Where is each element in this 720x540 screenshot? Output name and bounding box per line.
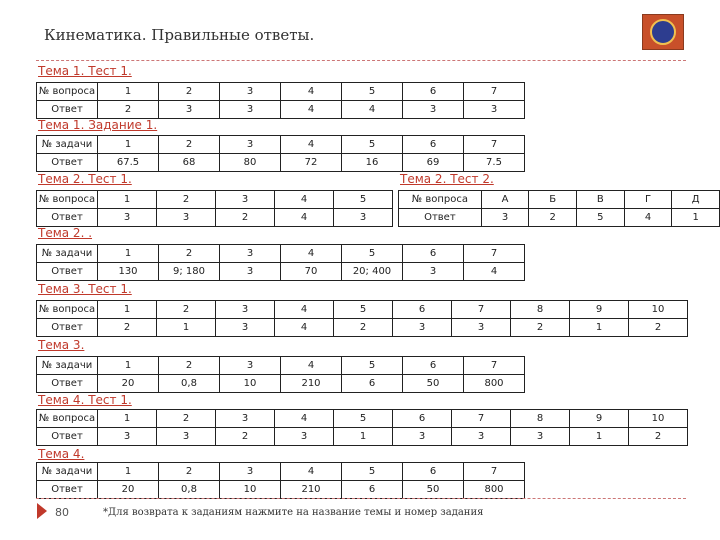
answer-cell: 210 xyxy=(281,375,342,393)
answer-cell: 4 xyxy=(275,209,334,227)
column-header-cell: 2 xyxy=(159,357,220,375)
answer-table-tema4-test1 xyxy=(36,409,688,446)
column-header-cell: Д xyxy=(672,191,720,209)
answer-cell: 1 xyxy=(334,428,393,446)
column-header-cell: В xyxy=(577,191,625,209)
column-header-cell: 4 xyxy=(281,136,342,154)
answer-cell: 2 xyxy=(334,319,393,337)
header-row xyxy=(37,245,525,263)
column-header-cell: 5 xyxy=(334,301,393,319)
column-header-cell: 10 xyxy=(629,301,688,319)
section-link-tema1-test1[interactable]: Тема 1. Тест 1. xyxy=(38,64,132,78)
column-header-cell: 7 xyxy=(464,83,525,101)
column-header-cell: 6 xyxy=(403,357,464,375)
answer-cell: 20 xyxy=(98,375,159,393)
column-header-cell: 6 xyxy=(393,301,452,319)
column-header-cell: 8 xyxy=(511,301,570,319)
row-label-answer: Ответ xyxy=(37,428,98,446)
column-header-cell: 9 xyxy=(570,301,629,319)
column-header-cell: 5 xyxy=(342,463,403,481)
answer-cell: 2 xyxy=(529,209,577,227)
answer-table-tema3-test1 xyxy=(36,300,688,337)
answer-row xyxy=(37,209,393,227)
row-label-answer: Ответ xyxy=(37,263,98,281)
column-header-cell: 6 xyxy=(403,136,464,154)
answer-cell: 3 xyxy=(403,263,464,281)
header-row xyxy=(399,191,720,209)
column-header-cell: 2 xyxy=(157,191,216,209)
column-header-cell: 6 xyxy=(403,463,464,481)
column-header-cell: 3 xyxy=(220,83,281,101)
column-header-cell: 9 xyxy=(570,410,629,428)
page-number: 80 xyxy=(55,506,69,519)
column-header-cell: 3 xyxy=(220,357,281,375)
answer-cell: 72 xyxy=(281,154,342,172)
section-link-tema4-test1[interactable]: Тема 4. Тест 1. xyxy=(38,393,132,407)
answer-cell: 20; 400 xyxy=(342,263,403,281)
column-header-cell: 4 xyxy=(275,410,334,428)
column-header-cell: 5 xyxy=(342,136,403,154)
answer-cell: 80 xyxy=(220,154,281,172)
answer-cell: 4 xyxy=(464,263,525,281)
column-header-cell: 4 xyxy=(281,245,342,263)
row-label-number: № задачи xyxy=(37,245,98,263)
column-header-cell: 2 xyxy=(159,245,220,263)
answer-table-tema1-zadanie1 xyxy=(36,135,525,172)
answer-cell: 800 xyxy=(464,375,525,393)
answer-cell: 3 xyxy=(216,319,275,337)
column-header-cell: 5 xyxy=(334,191,393,209)
answer-cell: 3 xyxy=(98,428,157,446)
answer-cell: 4 xyxy=(342,101,403,119)
answer-cell: 6 xyxy=(342,375,403,393)
answer-cell: 3 xyxy=(220,263,281,281)
answer-cell: 50 xyxy=(403,481,464,499)
footer-divider xyxy=(36,498,686,499)
row-label-number: № вопроса xyxy=(399,191,482,209)
answer-cell: 3 xyxy=(98,209,157,227)
row-label-answer: Ответ xyxy=(37,375,98,393)
answer-table-tema3-tasks xyxy=(36,356,525,393)
globe-logo-icon xyxy=(642,14,684,50)
row-label-answer: Ответ xyxy=(37,101,98,119)
answer-cell: 3 xyxy=(511,428,570,446)
answer-row xyxy=(37,375,525,393)
row-label-number: № задачи xyxy=(37,136,98,154)
column-header-cell: 2 xyxy=(157,301,216,319)
header-row xyxy=(37,410,688,428)
answer-cell: 6 xyxy=(342,481,403,499)
row-label-number: № вопроса xyxy=(37,410,98,428)
section-link-tema3-tasks[interactable]: Тема 3. xyxy=(38,338,85,352)
answer-cell: 2 xyxy=(98,319,157,337)
answer-cell: 50 xyxy=(403,375,464,393)
row-label-answer: Ответ xyxy=(37,319,98,337)
column-header-cell: 2 xyxy=(159,463,220,481)
column-header-cell: 3 xyxy=(220,245,281,263)
header-row xyxy=(37,191,393,209)
header-row xyxy=(37,301,688,319)
answer-row xyxy=(37,428,688,446)
answer-cell: 3 xyxy=(220,101,281,119)
answer-cell: 10 xyxy=(220,481,281,499)
answer-cell: 3 xyxy=(452,319,511,337)
answer-cell: 4 xyxy=(281,101,342,119)
column-header-cell: 4 xyxy=(281,357,342,375)
column-header-cell: 6 xyxy=(393,410,452,428)
column-header-cell: 1 xyxy=(98,191,157,209)
section-link-tema4-tasks[interactable]: Тема 4. xyxy=(38,447,85,461)
section-link-tema2-tasks[interactable]: Тема 2. . xyxy=(38,226,93,240)
answer-cell: 2 xyxy=(98,101,159,119)
column-header-cell: 4 xyxy=(281,463,342,481)
column-header-cell: 1 xyxy=(98,136,159,154)
answer-cell: 0,8 xyxy=(159,375,220,393)
column-header-cell: 7 xyxy=(464,245,525,263)
column-header-cell: Г xyxy=(624,191,672,209)
answer-cell: 3 xyxy=(334,209,393,227)
answer-cell: 1 xyxy=(570,428,629,446)
column-header-cell: 1 xyxy=(98,463,159,481)
answer-row xyxy=(37,481,525,499)
answer-cell: 0,8 xyxy=(159,481,220,499)
column-header-cell: 4 xyxy=(281,83,342,101)
answer-cell: 3 xyxy=(157,209,216,227)
answer-cell: 20 xyxy=(98,481,159,499)
answer-cell: 800 xyxy=(464,481,525,499)
answer-cell: 130 xyxy=(98,263,159,281)
answer-cell: 10 xyxy=(220,375,281,393)
row-label-number: № вопроса xyxy=(37,83,98,101)
answer-cell: 1 xyxy=(157,319,216,337)
row-label-number: № вопроса xyxy=(37,301,98,319)
header-row xyxy=(37,136,525,154)
column-header-cell: 1 xyxy=(98,245,159,263)
section-link-tema2-test1[interactable]: Тема 2. Тест 1. xyxy=(38,172,132,186)
answer-row xyxy=(37,319,688,337)
answer-table-tema4-tasks xyxy=(36,462,525,499)
answer-cell: 2 xyxy=(216,209,275,227)
divider xyxy=(36,60,686,61)
section-link-tema2-test2[interactable]: Тема 2. Тест 2. xyxy=(400,172,494,186)
header-row xyxy=(37,83,525,101)
answer-cell: 67.5 xyxy=(98,154,159,172)
answer-cell: 1 xyxy=(672,209,720,227)
answer-cell: 2 xyxy=(629,319,688,337)
answer-cell: 3 xyxy=(157,428,216,446)
answer-cell: 69 xyxy=(403,154,464,172)
answer-row xyxy=(37,101,525,119)
answer-cell: 3 xyxy=(464,101,525,119)
column-header-cell: 8 xyxy=(511,410,570,428)
answer-cell: 2 xyxy=(216,428,275,446)
answer-cell: 3 xyxy=(452,428,511,446)
answer-cell: 3 xyxy=(393,428,452,446)
row-label-answer: Ответ xyxy=(37,154,98,172)
answer-table-tema2-tasks xyxy=(36,244,525,281)
column-header-cell: 2 xyxy=(157,410,216,428)
answer-cell: 4 xyxy=(275,319,334,337)
section-link-tema3-test1[interactable]: Тема 3. Тест 1. xyxy=(38,282,132,296)
row-label-answer: Ответ xyxy=(399,209,482,227)
column-header-cell: 5 xyxy=(342,357,403,375)
column-header-cell: 3 xyxy=(216,191,275,209)
answer-cell: 2 xyxy=(629,428,688,446)
answer-cell: 3 xyxy=(159,101,220,119)
column-header-cell: 4 xyxy=(275,301,334,319)
answer-cell: 3 xyxy=(275,428,334,446)
answer-row xyxy=(37,154,525,172)
footnote: *Для возврата к заданиям нажмите на название темы и номер задания xyxy=(103,507,484,518)
column-header-cell: 5 xyxy=(342,83,403,101)
column-header-cell: 7 xyxy=(464,357,525,375)
answer-cell: 210 xyxy=(281,481,342,499)
answer-cell: 5 xyxy=(577,209,625,227)
row-label-answer: Ответ xyxy=(37,209,98,227)
answer-cell: 68 xyxy=(159,154,220,172)
column-header-cell: 2 xyxy=(159,136,220,154)
column-header-cell: 1 xyxy=(98,83,159,101)
row-label-number: № задачи xyxy=(37,357,98,375)
answer-table-tema2-test1 xyxy=(36,190,393,227)
column-header-cell: 3 xyxy=(216,410,275,428)
answer-cell: 4 xyxy=(624,209,672,227)
answer-cell: 9; 180 xyxy=(159,263,220,281)
row-label-number: № задачи xyxy=(37,463,98,481)
answer-cell: 2 xyxy=(511,319,570,337)
column-header-cell: 2 xyxy=(159,83,220,101)
page-title: Кинематика. Правильные ответы. xyxy=(44,26,315,44)
column-header-cell: 7 xyxy=(452,410,511,428)
column-header-cell: 7 xyxy=(464,463,525,481)
column-header-cell: А xyxy=(481,191,529,209)
column-header-cell: Б xyxy=(529,191,577,209)
answer-row xyxy=(399,209,720,227)
arrow-right-icon xyxy=(37,503,47,519)
column-header-cell: 3 xyxy=(216,301,275,319)
column-header-cell: 5 xyxy=(334,410,393,428)
column-header-cell: 1 xyxy=(98,357,159,375)
header-row xyxy=(37,357,525,375)
column-header-cell: 10 xyxy=(629,410,688,428)
answer-cell: 70 xyxy=(281,263,342,281)
answer-cell: 3 xyxy=(393,319,452,337)
row-label-number: № вопроса xyxy=(37,191,98,209)
column-header-cell: 6 xyxy=(403,83,464,101)
column-header-cell: 3 xyxy=(220,463,281,481)
header-row xyxy=(37,463,525,481)
column-header-cell: 4 xyxy=(275,191,334,209)
answer-table-tema1-test1 xyxy=(36,82,525,119)
answer-table-tema2-test2 xyxy=(398,190,720,227)
section-link-tema1-zadanie1[interactable]: Тема 1. Задание 1. xyxy=(38,118,158,132)
answer-cell: 16 xyxy=(342,154,403,172)
answer-cell: 1 xyxy=(570,319,629,337)
column-header-cell: 7 xyxy=(452,301,511,319)
column-header-cell: 1 xyxy=(98,410,157,428)
answer-row xyxy=(37,263,525,281)
column-header-cell: 1 xyxy=(98,301,157,319)
column-header-cell: 3 xyxy=(220,136,281,154)
row-label-answer: Ответ xyxy=(37,481,98,499)
column-header-cell: 6 xyxy=(403,245,464,263)
answer-cell: 3 xyxy=(481,209,529,227)
answer-cell: 7.5 xyxy=(464,154,525,172)
answer-cell: 3 xyxy=(403,101,464,119)
column-header-cell: 7 xyxy=(464,136,525,154)
column-header-cell: 5 xyxy=(342,245,403,263)
